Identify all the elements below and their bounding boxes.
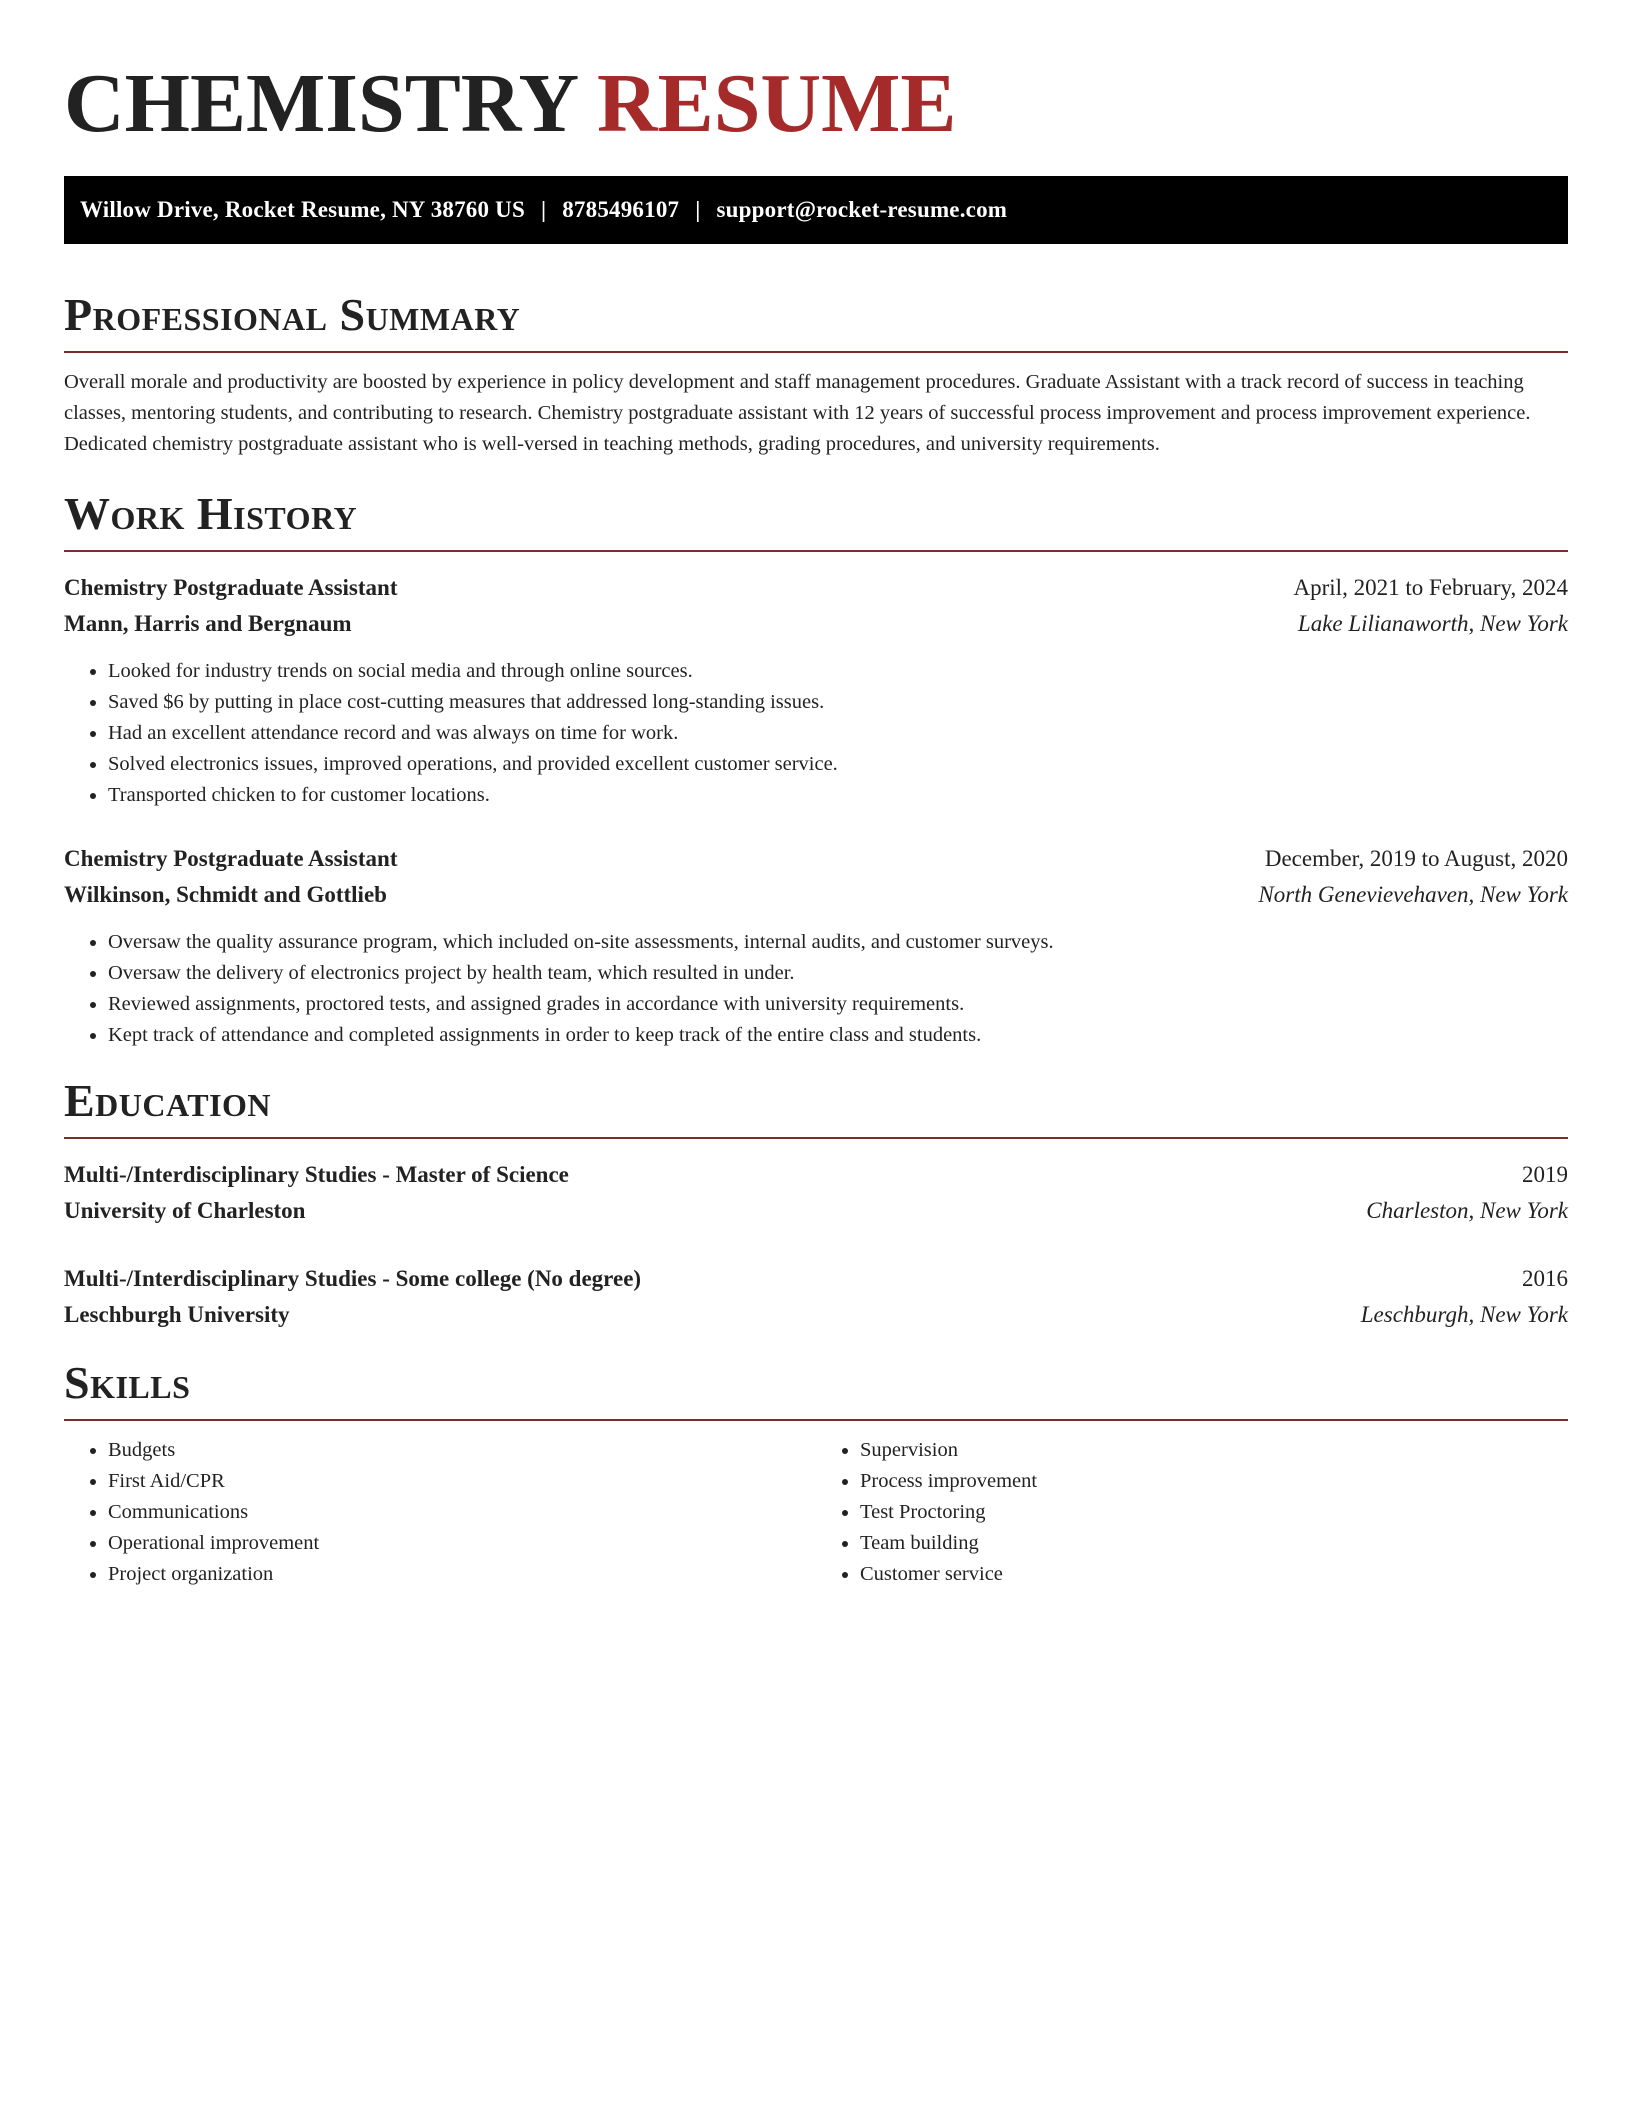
- job-company: Mann, Harris and Bergnaum: [64, 611, 352, 636]
- job-company-row: [64, 877, 1568, 913]
- education-entry: [64, 1157, 1568, 1229]
- skill-item: • Supervision: [860, 1435, 1568, 1466]
- contact-email: support@rocket-resume.com: [716, 197, 1008, 222]
- title-accent: RESUME: [597, 57, 957, 150]
- resume-title: [64, 0, 1568, 150]
- list-item: • Kept track of attendance and completed assignments in order to keep track of the entire class and students.: [108, 1020, 1568, 1051]
- job-dates: December, 2019 to August, 2020: [1264, 846, 1568, 871]
- skills-section: [64, 1357, 1568, 1590]
- job-bullets: [64, 927, 1568, 1051]
- skill-item: • Process improvement: [860, 1466, 1568, 1497]
- list-item: • Saved $6 by putting in place cost-cutting measures that addressed long-standing issues.: [108, 687, 1568, 718]
- list-item: • Solved electronics issues, improved operations, and provided excellent customer service.: [108, 749, 1568, 780]
- skills-list-left: [64, 1435, 816, 1590]
- job-company: Wilkinson, Schmidt and Gottlieb: [64, 882, 387, 907]
- skill-item: • First Aid/CPR: [108, 1466, 816, 1497]
- education-school-row: [64, 1297, 1568, 1333]
- education-header-row: [64, 1261, 1568, 1297]
- job-header-row: [64, 570, 1568, 606]
- job-location: North Genevievehaven, New York: [1258, 882, 1568, 907]
- job-dates: April, 2021 to February, 2024: [1293, 575, 1568, 600]
- work-history-heading: Work History: [64, 488, 358, 539]
- list-item: • Had an excellent attendance record and was always on time for work.: [108, 718, 1568, 749]
- skill-item: • Communications: [108, 1497, 816, 1528]
- education-school-row: [64, 1193, 1568, 1229]
- list-item: • Looked for industry trends on social media and through online sources.: [108, 656, 1568, 687]
- education-header-row: [64, 1157, 1568, 1193]
- job-bullets: [64, 656, 1568, 811]
- job-entry: [64, 841, 1568, 1051]
- work-history-section: [64, 488, 1568, 1051]
- education-school: University of Charleston: [64, 1198, 306, 1223]
- list-item: • Oversaw the delivery of electronics project by health team, which resulted in under.: [108, 958, 1568, 989]
- list-item: • Transported chicken to for customer locations.: [108, 780, 1568, 811]
- skill-item: • Project organization: [108, 1559, 816, 1590]
- job-title: Chemistry Postgraduate Assistant: [64, 575, 398, 600]
- skill-item: • Customer service: [860, 1559, 1568, 1590]
- summary-text: Overall morale and productivity are boosted by experience in policy development and staff management procedures. Graduate Assistant with a track record of success in teaching classes, mentoring students, and contributing to research. Chemistry postgraduate assistant with 12 years of successful process improvement and process improvement experience. Dedicated chemistry postgraduate assistant who is well-versed in teaching methods, grading procedures, and university requirements.: [64, 371, 1531, 455]
- education-school: Leschburgh University: [64, 1302, 290, 1327]
- education-heading: Education: [64, 1075, 272, 1126]
- education-year: 2016: [1522, 1266, 1568, 1291]
- skills-list-right: [816, 1435, 1568, 1590]
- contact-bar: [64, 176, 1568, 244]
- section-divider: [64, 351, 1568, 353]
- education-section: [64, 1075, 1568, 1333]
- section-divider: [64, 1137, 1568, 1139]
- skill-item: • Budgets: [108, 1435, 816, 1466]
- education-degree: Multi-/Interdisciplinary Studies - Some college (No degree): [64, 1266, 642, 1291]
- skill-item: • Operational improvement: [108, 1528, 816, 1559]
- job-company-row: [64, 606, 1568, 642]
- skills-columns: [64, 1435, 1568, 1590]
- education-degree: Multi-/Interdisciplinary Studies - Master of Science: [64, 1162, 569, 1187]
- job-title: Chemistry Postgraduate Assistant: [64, 846, 398, 871]
- summary-section: [64, 289, 1568, 460]
- education-location: Charleston, New York: [1366, 1198, 1568, 1223]
- job-location: Lake Lilianaworth, New York: [1297, 611, 1568, 636]
- contact-separator: |: [540, 197, 547, 222]
- skill-item: • Team building: [860, 1528, 1568, 1559]
- skill-item: • Test Proctoring: [860, 1497, 1568, 1528]
- education-entry: [64, 1261, 1568, 1333]
- contact-separator: |: [695, 197, 701, 222]
- title-main: CHEMISTRY: [64, 57, 576, 150]
- list-item: • Oversaw the quality assurance program, which included on-site assessments, internal audits, and customer surveys.: [108, 927, 1568, 958]
- job-entry: [64, 570, 1568, 811]
- contact-phone: 8785496107: [562, 197, 680, 222]
- education-year: 2019: [1522, 1162, 1568, 1187]
- skills-heading: Skills: [64, 1357, 191, 1408]
- summary-heading: Professional Summary: [64, 289, 521, 340]
- contact-address: Willow Drive, Rocket Resume, NY 38760 US: [80, 197, 525, 222]
- job-header-row: [64, 841, 1568, 877]
- section-divider: [64, 550, 1568, 552]
- section-divider: [64, 1419, 1568, 1421]
- list-item: • Reviewed assignments, proctored tests, and assigned grades in accordance with university requirements.: [108, 989, 1568, 1020]
- education-location: Leschburgh, New York: [1360, 1302, 1568, 1327]
